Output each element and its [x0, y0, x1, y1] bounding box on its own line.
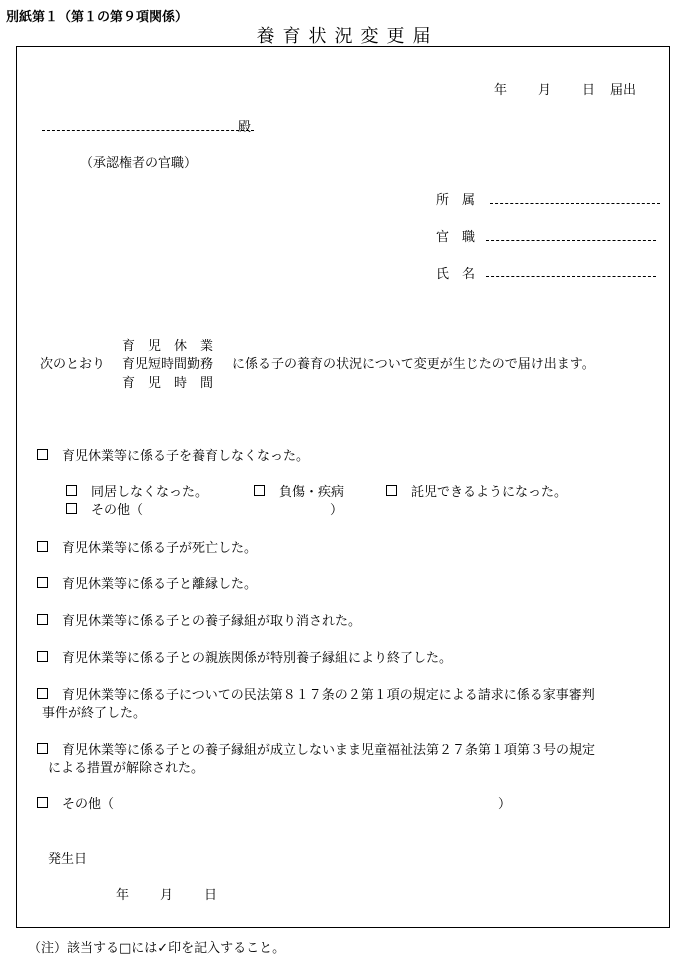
item-civil-code-line2: 事件が終了した。: [42, 706, 147, 721]
option-short-hours: 育児短時間勤務: [122, 357, 214, 372]
form-reference: 別紙第１（第１の第９項関係）: [6, 10, 189, 25]
occurrence-year: 年: [116, 888, 130, 903]
occurrence-label: 発生日: [48, 852, 88, 867]
item-child-died: 育児休業等に係る子が死亡した。: [37, 537, 257, 556]
position-field[interactable]: [486, 240, 656, 241]
item-special-adoption: 育児休業等に係る子との親族関係が特別養子縁組により終了した。: [37, 647, 452, 666]
checkbox[interactable]: [386, 485, 397, 496]
option-childcare-leave: 育 児 休 業: [122, 339, 214, 354]
addressee-honorific: 殿: [238, 120, 252, 135]
affiliation-field[interactable]: [490, 203, 660, 204]
checkbox[interactable]: [37, 449, 48, 460]
occurrence-day: 日: [204, 888, 218, 903]
name-label: 氏 名: [436, 267, 476, 282]
subitem-injury: 負傷・疾病: [254, 481, 344, 500]
checkbox[interactable]: [37, 743, 48, 754]
checkbox[interactable]: [66, 485, 77, 496]
subitem-other: その他（: [66, 499, 143, 518]
checkbox[interactable]: [66, 503, 77, 514]
date-day-label: 日: [582, 83, 596, 98]
item-civil-code: 育児休業等に係る子についての民法第８１７条の２第１項の規定による請求に係る家事審判: [37, 684, 595, 703]
item-no-longer-raising: 育児休業等に係る子を養育しなくなった。: [37, 445, 309, 464]
option-childcare-time: 育 児 時 間: [122, 376, 214, 391]
item-other-close: ）: [498, 797, 512, 812]
statement-prefix: 次のとおり: [40, 357, 106, 372]
occurrence-month: 月: [160, 888, 174, 903]
position-label: 官 職: [436, 230, 476, 245]
date-month-label: 月: [538, 83, 552, 98]
name-field[interactable]: [486, 276, 656, 277]
checkbox[interactable]: [37, 688, 48, 699]
subitem-other-close: ）: [330, 503, 344, 518]
submitted-label: 届出: [610, 83, 637, 98]
item-other: その他（: [37, 793, 114, 812]
form-title: 養育状況変更届: [256, 26, 439, 47]
item-welfare: 育児休業等に係る子との養子縁組が成立しないまま児童福祉法第２７条第１項第３号の規定: [37, 739, 595, 758]
statement-suffix: に係る子の養育の状況について変更が生じたので届け出ます。: [232, 357, 595, 372]
addressee-field[interactable]: [42, 130, 254, 131]
affiliation-label: 所 属: [436, 193, 476, 208]
item-welfare-line2: による措置が解除された。: [48, 761, 205, 776]
item-adoption-cancelled: 育児休業等に係る子との養子縁組が取り消された。: [37, 610, 361, 629]
checkbox[interactable]: [254, 485, 265, 496]
subitem-daycare: 託児できるようになった。: [386, 481, 567, 500]
item-child-separated: 育児休業等に係る子と離縁した。: [37, 573, 257, 592]
date-year-label: 年: [494, 83, 508, 98]
checkbox[interactable]: [37, 577, 48, 588]
subitem-cohabit: 同居しなくなった。: [66, 481, 208, 500]
addressee-caption: （承認権者の官職）: [80, 156, 198, 171]
checkbox[interactable]: [37, 541, 48, 552]
checkbox[interactable]: [37, 797, 48, 808]
checkbox[interactable]: [37, 614, 48, 625]
footnote: （注）該当する□には✓印を記入すること。: [28, 941, 286, 956]
checkbox[interactable]: [37, 651, 48, 662]
